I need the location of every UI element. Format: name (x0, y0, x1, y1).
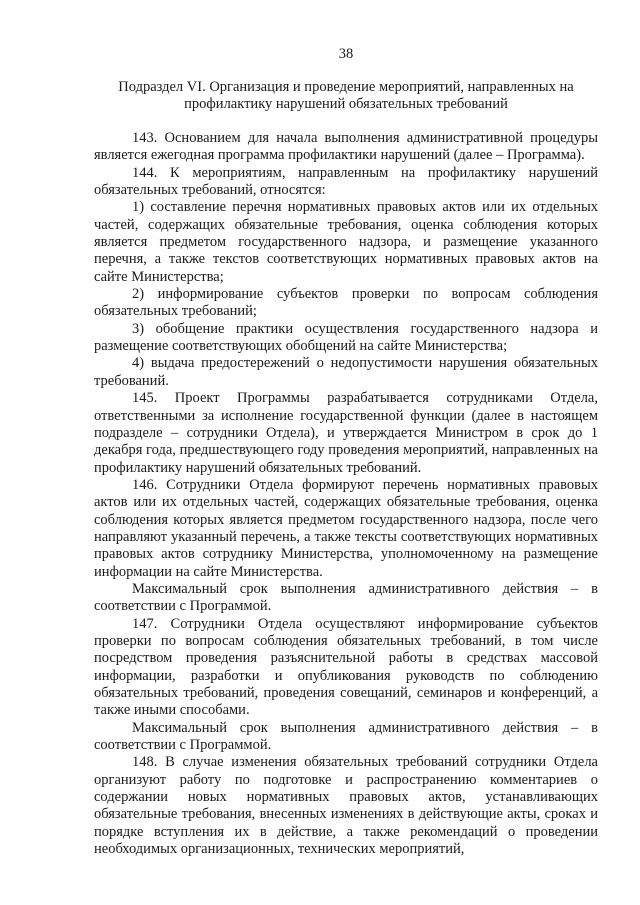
paragraph-143: 143. Основанием для начала выполнения административной процедуры является ежегодная программа профилактики нарушений (далее – Программа). (94, 130, 598, 164)
paragraph-146: 146. Сотрудники Отдела формируют перечень нормативных правовых актов или их отдельных частей, содержащих обязательные требования, оценка соблюдения которых является предметом государственного надзора, после чего направляют указанный перечень, а также тексты соответствующих нормативных правовых актов сотруднику Министерства, уполномоченному на размещение информации на сайте Министерства. (94, 476, 598, 580)
deadline-note: Максимальный срок выполнения административного действия – в соответствии с Программой. (94, 719, 598, 754)
list-item-1: 1) составление перечня нормативных правовых актов или их отдельных частей, содержащих обязательные требования, оценка соблюдения которых является предметом государственного надзора, и размещение указанного перечня, а также текстов соответствующих нормативных правовых актов на сайте Министерства; (94, 199, 598, 285)
deadline-note: Максимальный срок выполнения административного действия – в соответствии с Программой. (94, 580, 598, 615)
paragraph-144: 144. К мероприятиям, направленным на профилактику нарушений обязательных требований, относятся: (94, 164, 598, 199)
page-number: 38 (338, 46, 354, 62)
paragraph-148: 148. В случае изменения обязательных требований сотрудники Отдела организуют работу по подготовке и распространению комментариев о содержании новых нормативных правовых актов, устанавливающих обязательные требования, внесенных изменениях в действующие акты, сроках и порядке вступления их в действие, а также рекомендаций о проведении необходимых организационных, технических мероприятий, (94, 754, 598, 858)
section-heading: Подраздел VI. Организация и проведение мероприятий, направленных на профилактику нарушений обязательных требований (118, 79, 574, 112)
paragraph-145: 145. Проект Программы разрабатывается сотрудниками Отдела, ответственными за исполнение государственной функции (далее в настоящем подразделе – сотрудники Отдела), и утверждается Министром в срок до 1 декабря года, предшествующего году проведения мероприятий, направленных на профилактику нарушений обязательных требований. (94, 390, 598, 476)
body-text (94, 130, 598, 858)
paragraph-147: 147. Сотрудники Отдела осуществляют информирование субъектов проверки по вопросам соблюдения обязательных требований, в том числе посредством проведения разъяснительной работы в средствах массовой информации, разработки и опубликования руководств по соблюдению обязательных требований, проведения совещаний, семинаров и конференций, а также иными способами. (94, 615, 598, 719)
list-item-4: 4) выдача предостережений о недопустимости нарушения обязательных требований. (94, 355, 598, 389)
list-item-3: 3) обобщение практики осуществления государственного надзора и размещение соответствующих обобщений на сайте Министерства; (94, 320, 598, 355)
list-item-2: 2) информирование субъектов проверки по вопросам соблюдения обязательных требований; (94, 286, 598, 320)
